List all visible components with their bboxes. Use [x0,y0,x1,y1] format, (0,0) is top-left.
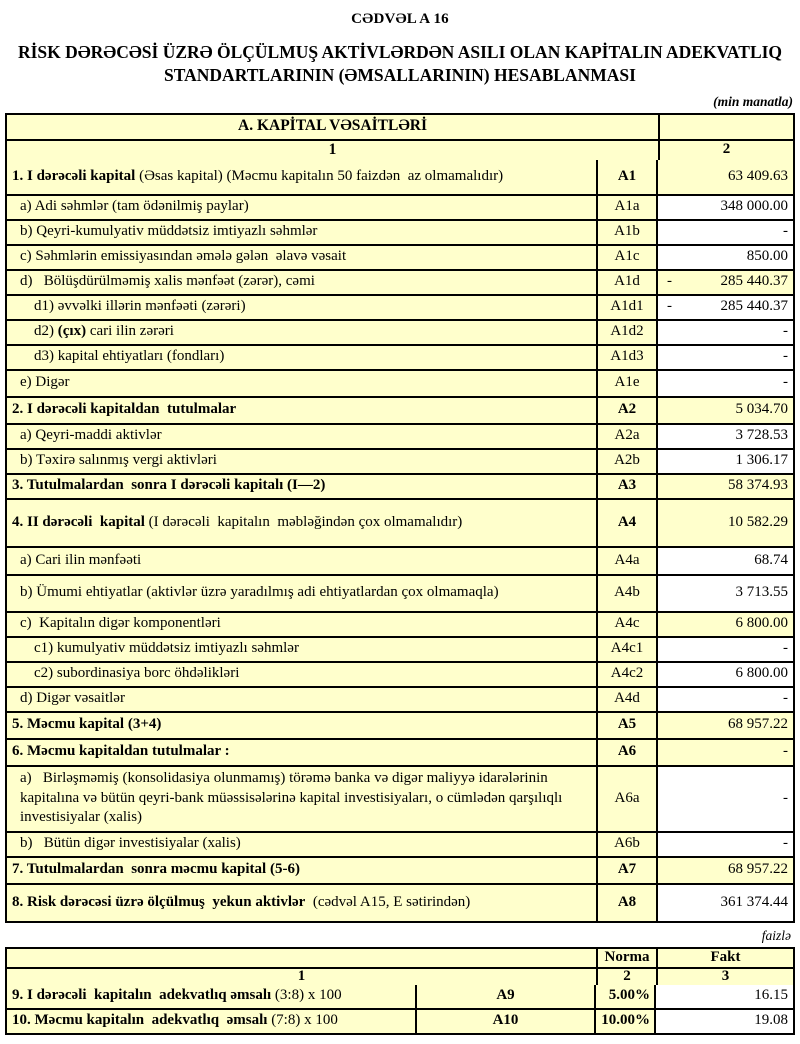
label-segment: d) Bölüşdürülməmiş xalis mənfəət (zərər), cəmi [20,273,315,290]
row-value-A2: 5 034.70 [735,401,788,418]
row-value-A7: 68 957.22 [728,861,788,878]
row-label-A6 [7,740,598,765]
ratio-table [5,947,795,1035]
capital-row-A4c [7,611,793,636]
row-fakt-A9: 16.15 [656,985,793,1008]
row-code-A1a: A1a [598,196,658,219]
row-code-A2b: A2b [598,450,658,473]
row-value-A1b: - [658,221,793,244]
capital-row-A1a [7,194,793,219]
row-code-A8: A8 [598,885,658,921]
row-value-A3: 58 374.93 [728,477,788,494]
row-code-A1: A1 [598,160,658,194]
row-label-A4b [7,576,598,611]
row-label-A2a [7,425,598,448]
label-segment: cari ilin zərəri [86,323,174,340]
row-value-A4: 10 582.29 [728,513,788,530]
label-segment: a) Birləşməmiş (konsolidasiya olunmamış) törəmə banka və digər maliyyə idarələrinin kapitalına və bütün qeyri-bank müəssisələrinə kapital investisiyaları, o cümlədən qarşılıqlı investisiyalar (xalis) [20,769,567,826]
row-code-A1b: A1b [598,221,658,244]
row-code-A1d: A1d [598,271,658,294]
row-code-A4a: A4a [598,548,658,574]
row-label-A4c2 [7,663,598,686]
row-label-A4c [7,613,598,636]
row-label-A3 [7,475,598,498]
label-segment: 2. I dərəcəli kapitaldan tutulmalar [12,401,237,418]
row-value-A6b: - [658,833,793,856]
row-value-A6a: - [658,767,793,831]
row-value-A6: - [783,743,788,760]
capital-row-A1b [7,219,793,244]
row-label-A10 [7,1010,417,1033]
capital-row-A1 [7,160,793,194]
row-label-A1e [7,371,598,396]
capital-row-A1d [7,269,793,294]
ratio-column-number-3: 3 [721,967,730,984]
section-header-empty-cell [660,115,793,139]
row-value-A5: 68 957.22 [728,716,788,733]
capital-row-A6b [7,831,793,856]
row-code-A3: A3 [598,475,658,498]
unit-note-top: (min manatla) [713,93,793,109]
row-value-A1d3: - [658,346,793,369]
capital-row-A4a [7,546,793,574]
row-label-A2b [7,450,598,473]
amount: 285 440.37 [720,298,788,315]
ratio-table-body [7,985,793,1033]
column-number-2: 2 [722,141,731,158]
row-value-A8: 361 374.44 [658,885,793,921]
label-segment: (I dərəcəli kapitalın məbləğindən çox olmamalıdır) [144,513,463,530]
minus-sign: - [667,273,672,290]
row-value-A4c: 6 800.00 [735,615,788,632]
row-label-A2 [7,398,598,423]
row-code-A4d: A4d [598,688,658,711]
capital-table [5,113,795,923]
row-norma-A10: 10.00% [596,1010,656,1033]
row-label-A1c [7,246,598,269]
label-segment: 10. Məcmu kapitalın adekvatlıq əmsalı [12,1012,268,1029]
row-code-A4b: A4b [598,576,658,611]
row-code-A9: A9 [417,985,596,1008]
row-code-A1d3: A1d3 [598,346,658,369]
row-label-A1a [7,196,598,219]
label-segment: (Əsas kapital) (Məcmu kapitalın 50 faizdən az olmamalıdır) [135,167,504,184]
row-code-A4c1: A4c1 [598,638,658,661]
row-label-A5 [7,713,598,738]
section-header: A. KAPİTAL VƏSAİTLƏRİ [7,115,660,139]
row-code-A1d2: A1d2 [598,321,658,344]
label-segment: 6. Məcmu kapitaldan tutulmalar : [12,743,230,760]
column-number-1: 1 [7,141,660,160]
row-code-A10: A10 [417,1010,596,1033]
row-value-A1d [658,271,793,294]
label-segment: d3) kapital ehtiyatları (fondları) [34,348,225,365]
label-segment: b) Qeyri-kumulyativ müddətsiz imtiyazlı səhmlər [20,223,318,240]
document-title: RİSK DƏRƏCƏSİ ÜZRƏ ÖLÇÜLMUŞ AKTİVLƏRDƏN ASILI OLAN KAPİTALIN ADEKVATLIQ STANDARTLARININ (ƏMSALLARININ) HESABLANMASI [17,42,783,85]
ratio-header-empty-cell [7,949,598,967]
label-segment: 3. Tutulmalardan sonra I dərəcəli kapitalı (I—2) [12,477,326,494]
row-code-A1d1: A1d1 [598,296,658,319]
label-segment: 7. Tutulmalardan sonra məcmu kapital (5-6) [12,861,300,878]
ratio-row-A9 [7,985,793,1008]
amount: 285 440.37 [720,273,788,290]
label-segment: (7:8) x 100 [267,1012,338,1029]
label-segment: b) Təxirə salınmış vergi aktivləri [20,452,217,469]
unit-note-bottom: faizlə [761,927,791,943]
row-label-A9 [7,985,417,1008]
row-label-A4c1 [7,638,598,661]
label-segment: a) Cari ilin mənfəəti [20,551,142,568]
capital-row-A4 [7,498,793,546]
capital-row-A1d1 [7,294,793,319]
label-segment: c1) kumulyativ müddətsiz imtiyazlı səhmlər [34,640,299,657]
capital-row-A4b [7,574,793,611]
row-label-A6a [7,767,598,831]
row-norma-A9: 5.00% [596,985,656,1008]
capital-row-A5 [7,711,793,738]
label-segment: a) Qeyri-maddi aktivlər [20,427,162,444]
row-value-A1d1 [658,296,793,319]
ratio-row-A10 [7,1008,793,1033]
row-value-A1: 63 409.63 [728,167,788,184]
table-code-title: CƏDVƏL A 16 [351,11,449,27]
row-code-A6b: A6b [598,833,658,856]
label-segment: e) Digər [20,374,70,391]
label-segment: a) Adi səhmlər (tam ödənilmiş paylar) [20,198,249,215]
row-fakt-A10: 19.08 [656,1010,793,1033]
label-segment: d) Digər vəsaitlər [20,690,125,707]
label-segment: 4. II dərəcəli kapital [12,513,145,530]
label-segment: (çıx) [57,323,87,340]
ratio-table-column-number-row [7,967,793,985]
row-value-A4c2: 6 800.00 [658,663,793,686]
capital-row-A1d2 [7,319,793,344]
label-segment: 5. Məcmu kapital (3+4) [12,716,162,733]
capital-row-A2b [7,448,793,473]
capital-table-column-number-row [7,139,793,160]
row-value-A4b: 3 713.55 [658,576,793,611]
capital-row-A3 [7,473,793,498]
row-code-A6a: A6a [598,767,658,831]
label-segment: 8. Risk dərəcəsi üzrə ölçülmuş yekun aktivlər [12,893,306,910]
row-label-A4a [7,548,598,574]
capital-row-A4c2 [7,661,793,686]
row-value-A1c: 850.00 [658,246,793,269]
capital-row-A1e [7,369,793,396]
label-segment: 1. I dərəcəli kapital [12,167,136,184]
row-code-A4: A4 [598,500,658,546]
row-code-A6: A6 [598,740,658,765]
row-code-A7: A7 [598,858,658,883]
row-value-A1e: - [658,371,793,396]
row-code-A2: A2 [598,398,658,423]
row-label-A1d3 [7,346,598,369]
capital-row-A7 [7,856,793,883]
row-code-A2a: A2a [598,425,658,448]
label-segment: c) Səhmlərin emissiyasından əmələ gələn əlavə vəsait [20,248,347,265]
row-label-A1b [7,221,598,244]
capital-row-A1c [7,244,793,269]
row-code-A4c2: A4c2 [598,663,658,686]
row-value-A1a: 348 000.00 [658,196,793,219]
capital-row-A4c1 [7,636,793,661]
label-segment: (cədvəl A15, E sətirindən) [305,893,471,910]
row-label-A1d [7,271,598,294]
row-code-A1e: A1e [598,371,658,396]
capital-row-A2a [7,423,793,448]
label-segment: d2) [34,323,58,340]
row-label-A4d [7,688,598,711]
row-value-A4a: 68.74 [658,548,793,574]
ratio-header-norma: Norma [598,949,658,967]
label-segment: 9. I dərəcəli kapitalın adekvatlıq əmsalı [12,987,272,1004]
row-label-A1 [7,160,598,194]
label-segment: c2) subordinasiya borc öhdəlikləri [34,665,240,682]
label-segment: b) Ümumi ehtiyatlar (aktivlər üzrə yaradılmış adi ehtiyatlardan çox olmamaqla) [20,584,499,601]
capital-row-A2 [7,396,793,423]
ratio-column-number-2: 2 [598,969,658,985]
row-label-A8 [7,885,598,921]
capital-table-section-header-row [7,115,793,139]
row-value-A4c1: - [658,638,793,661]
row-label-A6b [7,833,598,856]
row-label-A1d1 [7,296,598,319]
label-segment: b) Bütün digər investisiyalar (xalis) [20,835,241,852]
ratio-table-header-row [7,949,793,967]
row-value-A2a: 3 728.53 [658,425,793,448]
row-code-A4c: A4c [598,613,658,636]
capital-row-A8 [7,883,793,921]
row-value-A1d2: - [658,321,793,344]
row-label-A7 [7,858,598,883]
label-segment: d1) əvvəlki illərin mənfəəti (zərəri) [34,298,246,315]
capital-row-A6 [7,738,793,765]
ratio-header-fakt: Fakt [710,948,741,965]
minus-sign: - [667,298,672,315]
row-value-A2b: 1 306.17 [658,450,793,473]
ratio-column-number-1: 1 [7,969,598,985]
capital-table-body [7,160,793,921]
row-label-A4 [7,500,598,546]
row-code-A1c: A1c [598,246,658,269]
capital-row-A1d3 [7,344,793,369]
row-code-A5: A5 [598,713,658,738]
row-label-A1d2 [7,321,598,344]
row-value-A4d: - [658,688,793,711]
capital-row-A4d [7,686,793,711]
label-segment: c) Kapitalın digər komponentləri [20,615,221,632]
label-segment: (3:8) x 100 [271,987,342,1004]
capital-row-A6a [7,765,793,831]
